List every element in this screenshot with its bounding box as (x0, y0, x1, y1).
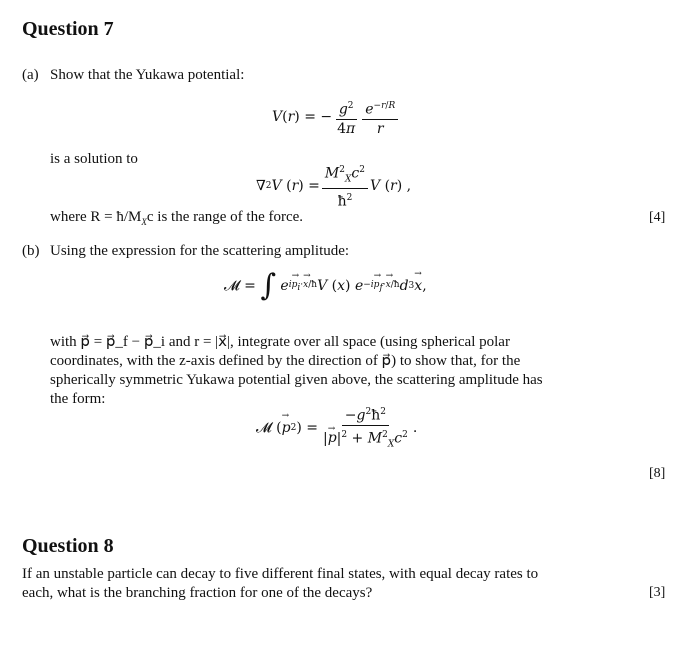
question-8-line-2: each, what is the branching fraction for one of the decays? (22, 585, 373, 601)
question-8-line-1: If an unstable particle can decay to five different final states, with equal decay rates to (22, 566, 539, 582)
part-a-text: Show that the Yukawa potential: (50, 67, 245, 83)
scattering-amplitude-integral: 𝓜 = ∫ e $i\to p_i\cdot\to$ x/ħ V ( x ) e $-i\to p_f\cdot\to$ x/ħ d 3 → x , (224, 276, 427, 296)
marks-part-b: [8] (649, 466, 666, 481)
is-solution-text: is a solution to (50, 151, 138, 167)
yukawa-potential-equation: V ( r ) = − $\frac{g^2}{4\pi}$ $\frac{e^{-r/R}}{r}$ (272, 98, 400, 137)
marks-part-a: [4] (649, 210, 666, 225)
with-p-line-3: spherically symmetric Yukawa potential given above, the scattering amplitude has (50, 372, 543, 388)
with-p-line-1: with p⃗ = p⃗_f − p⃗_i and r = |x⃗|, integrate over all space (using spherical polar (50, 334, 510, 350)
marks-question-8: [3] (649, 585, 666, 600)
klein-gordon-equation: ∇ 2 V ( r ) = $\frac{M^2_Xc^2}{ħ^2}$ V ( r ) , (256, 162, 411, 210)
with-p-line-2: coordinates, with the z-axis defined by the direction of p⃗) to show that, for the (50, 353, 521, 369)
where-range-text: where $R = ħ/M_Xc$ is the range of the force. (50, 209, 304, 227)
question-7-title: Question 7 (22, 18, 114, 40)
with-p-line-4: the form: (50, 391, 106, 407)
scattering-amplitude-result: 𝓜 ( → p 2 ) = $\frac{-g^2ħ^2}{|\to p|^2 + M^2_Xc^2}$ . (256, 404, 417, 452)
question-8-title: Question 8 (22, 535, 114, 557)
part-b-label: (b) (22, 243, 40, 259)
part-a-label: (a) (22, 67, 39, 83)
part-b-text: Using the expression for the scattering amplitude: (50, 243, 350, 259)
